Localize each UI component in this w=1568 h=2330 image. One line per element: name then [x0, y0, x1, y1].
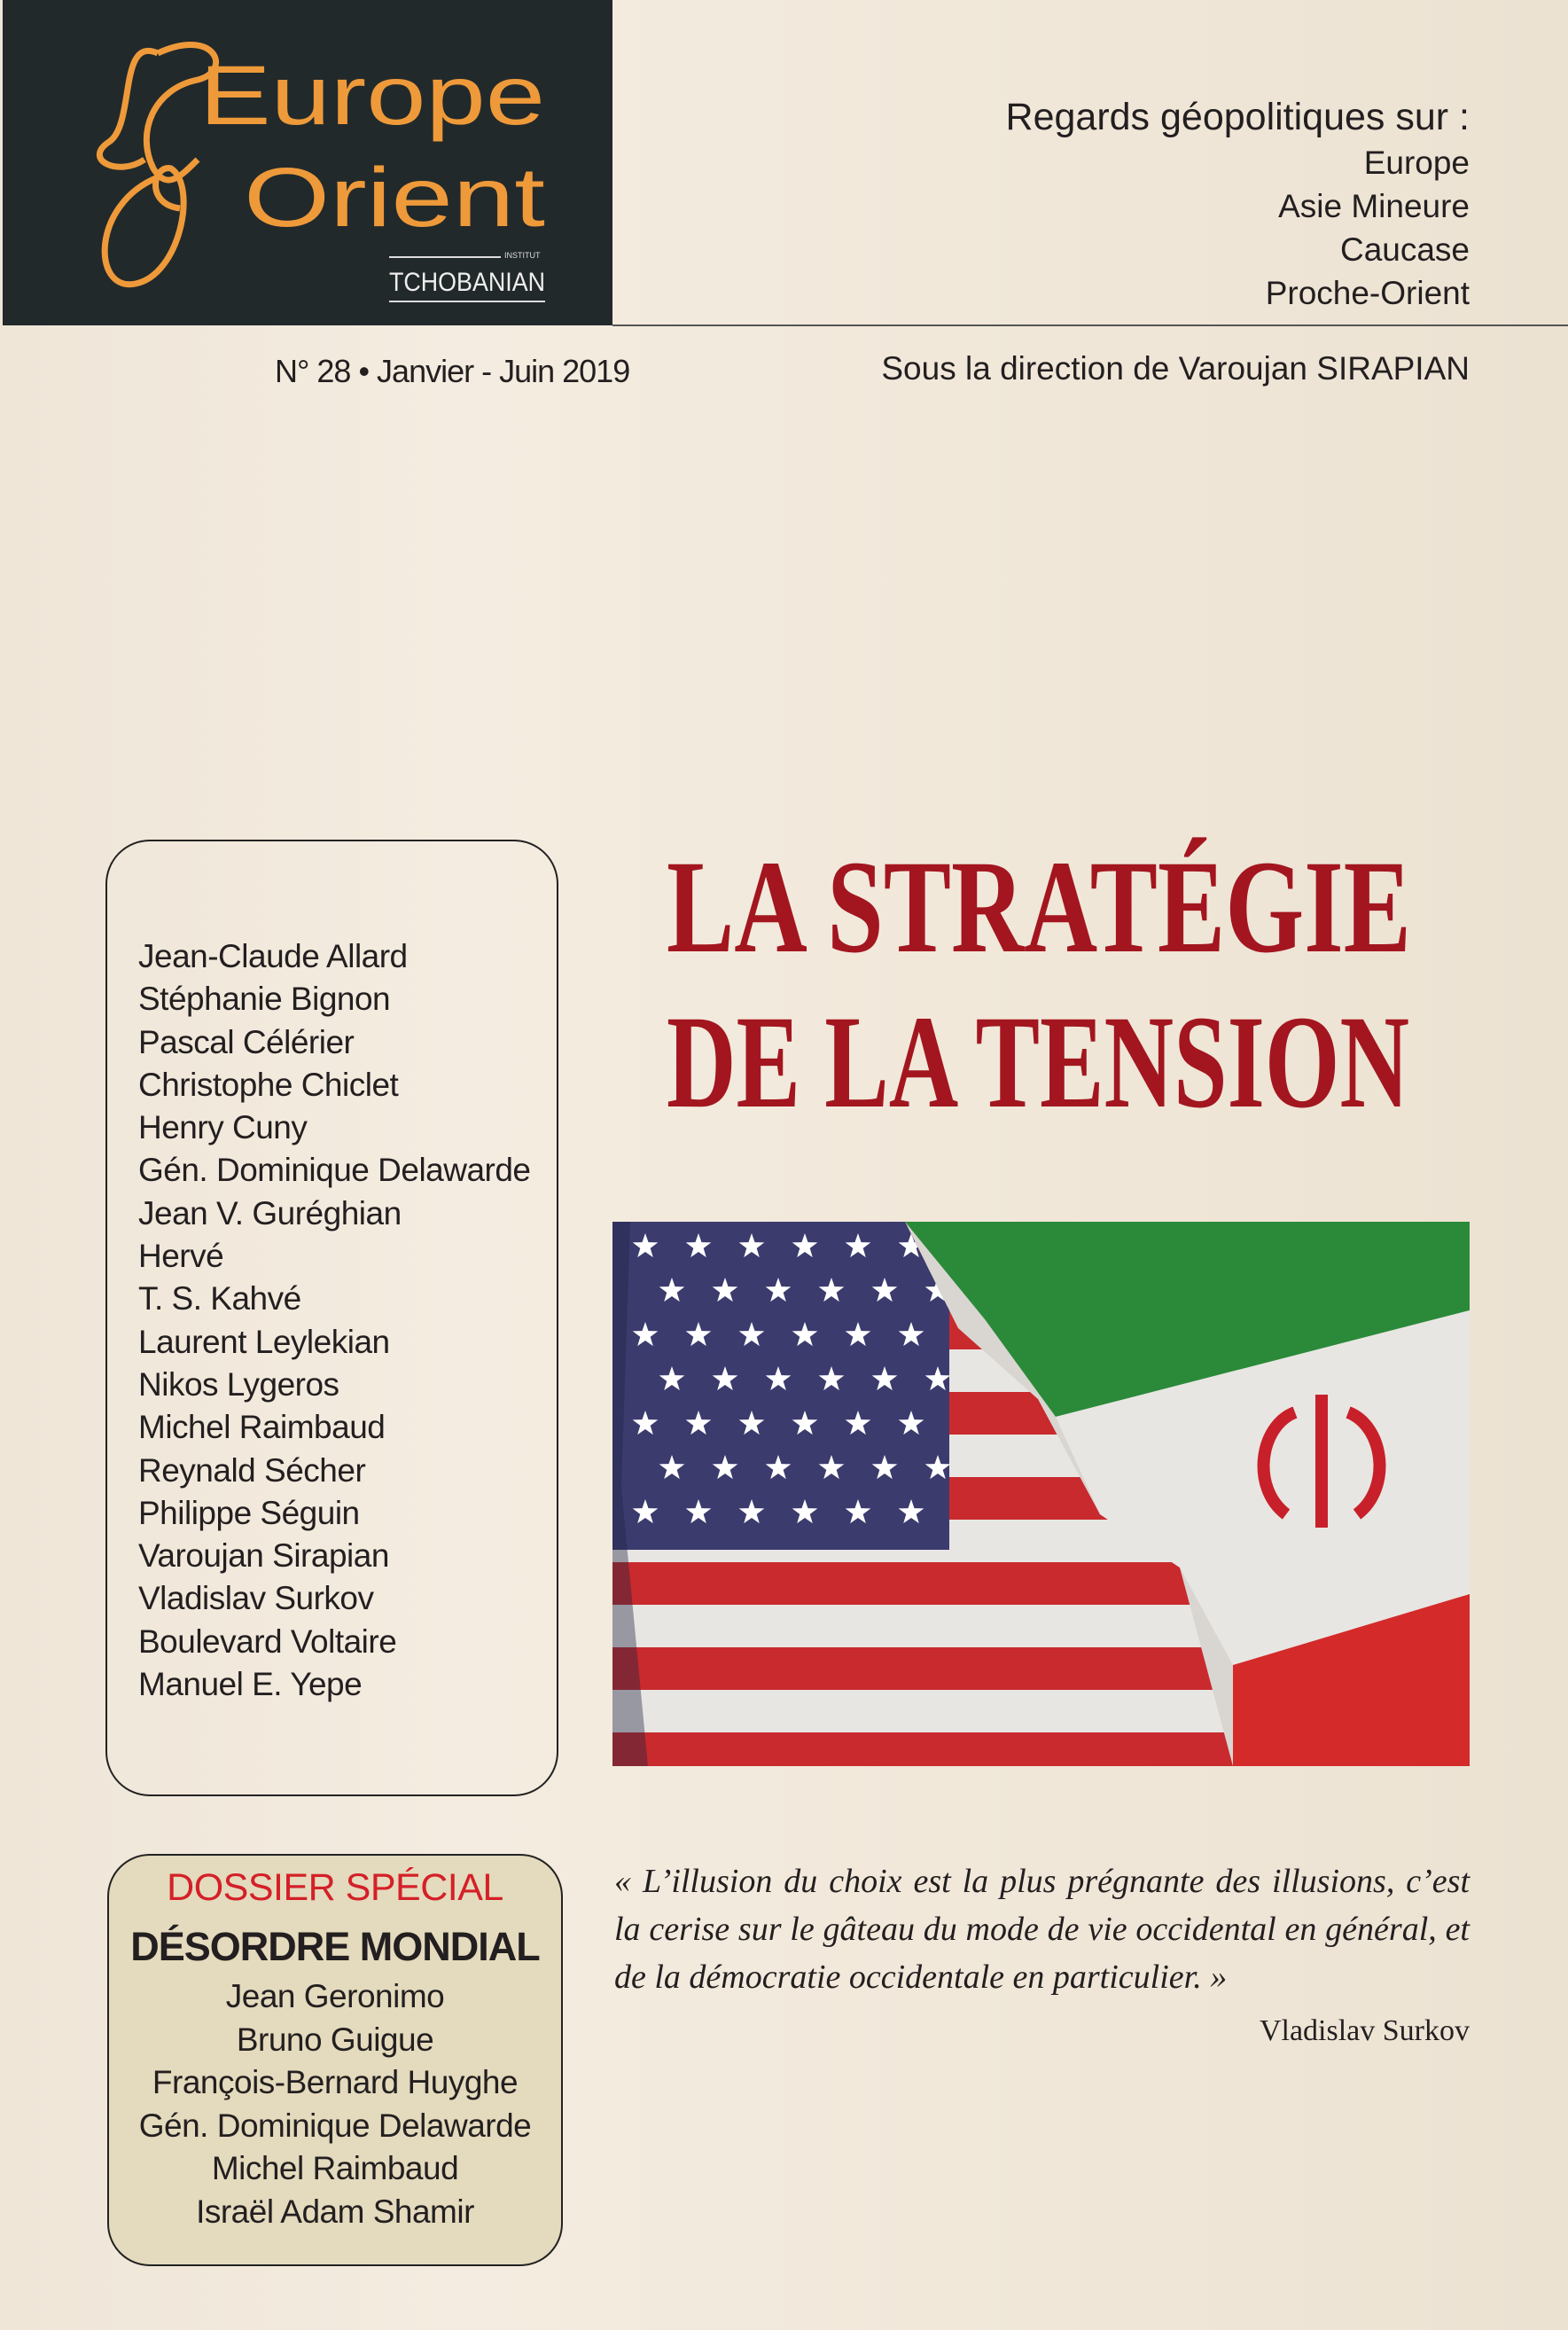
header-heading: Regards géopolitiques sur :: [1005, 96, 1470, 138]
author-name: Jean Geronimo: [225, 1978, 445, 2014]
authors-box: [105, 840, 558, 1796]
author-name: Jean V. Guréghian: [138, 1194, 402, 1231]
logo-institut: INSTITUT: [504, 251, 541, 260]
title-line-2: DE LA TENSION: [667, 989, 1409, 1136]
author-name: Michel Raimbaud: [138, 1409, 386, 1446]
dossier-label: DOSSIER SPÉCIAL: [167, 1866, 503, 1909]
logo-orient: Orient: [244, 151, 545, 245]
special-dossier-box: [107, 1854, 563, 2266]
region-item: Europe: [1363, 145, 1470, 181]
author-list: [138, 935, 531, 1706]
issue-number: N° 28 • Janvier - Juin 2019: [275, 353, 630, 389]
author-name: Israël Adam Shamir: [196, 2193, 474, 2230]
author-name: François-Bernard Huyghe: [152, 2064, 519, 2101]
author-name: Christophe Chiclet: [138, 1066, 399, 1103]
region-item: Caucase: [1339, 231, 1470, 268]
author-name: Henry Cuny: [138, 1109, 308, 1146]
author-name: Michel Raimbaud: [211, 2150, 459, 2187]
journal-logo: [3, 0, 612, 325]
author-name: Gén. Dominique Delawarde: [138, 1152, 531, 1189]
cover-title: [667, 833, 1420, 1136]
author-name: Pascal Célérier: [138, 1023, 355, 1060]
author-name: T. S. Kahvé: [138, 1280, 301, 1317]
author-name: Varoujan Sirapian: [138, 1537, 389, 1575]
author-name: Vladislav Surkov: [138, 1580, 374, 1617]
director-credit: Sous la direction de Varoujan SIRAPIAN: [881, 350, 1470, 387]
quote-author: Vladislav Surkov: [1259, 2014, 1470, 2047]
author-name: Hervé: [138, 1238, 224, 1275]
dossier-title: DÉSORDRE MONDIAL: [130, 1924, 540, 1969]
header-divider: [612, 324, 1568, 326]
author-name: Stéphanie Bignon: [138, 981, 391, 1018]
author-name: Bruno Guigue: [236, 2021, 434, 2058]
author-name: Boulevard Voltaire: [138, 1622, 397, 1660]
author-name: Philippe Séguin: [138, 1494, 360, 1531]
quote-text: « L’illusion du choix est la plus prégnante des illusions, c’est la cerise sur le gâteau du mode de vie occidental en général, et de la démocratie occidentale en particulier. »: [614, 1863, 1470, 1996]
author-name: Manuel E. Yepe: [138, 1666, 363, 1703]
author-name: Nikos Lygeros: [138, 1365, 339, 1403]
region-item: Proche-Orient: [1265, 275, 1470, 311]
region-list: [1266, 141, 1470, 315]
title-line-1: LA STRATÉGIE: [667, 833, 1411, 981]
author-name: Jean-Claude Allard: [138, 938, 408, 974]
dossier-author-list: [109, 1975, 561, 2234]
region-item: Asie Mineure: [1278, 188, 1470, 224]
cover-image-flags: [612, 1222, 1470, 1766]
author-name: Gén. Dominique Delawarde: [138, 2107, 532, 2144]
logo-tchobanian: TCHOBANIAN: [389, 268, 545, 297]
author-name: Reynald Sécher: [138, 1451, 366, 1489]
author-name: Laurent Leylekian: [138, 1323, 390, 1360]
logo-europe: Europe: [199, 49, 545, 143]
